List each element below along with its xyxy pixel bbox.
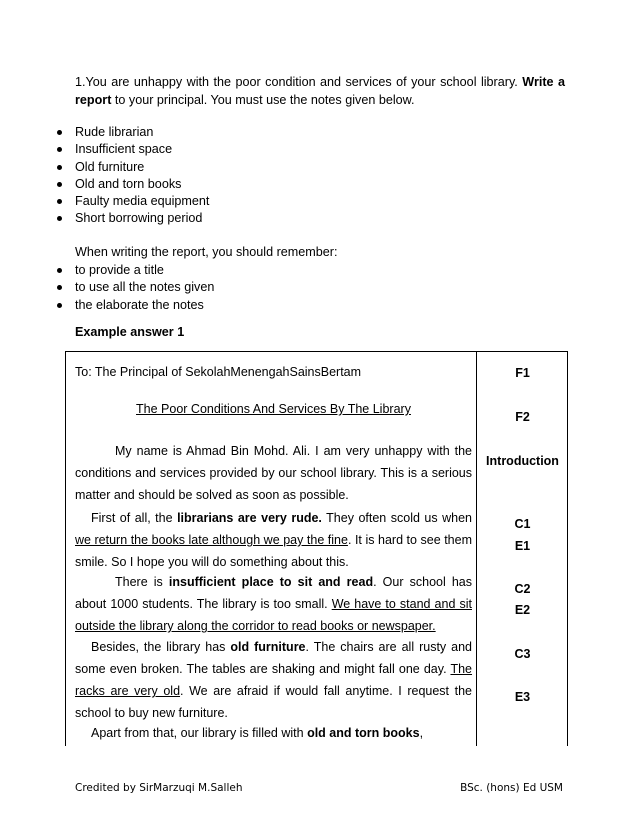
code-c1: C1 <box>514 517 531 531</box>
list-item: Old and torn books <box>54 176 209 193</box>
text-run: . We are afraid if would fall anytime. I request the school to buy new furniture. <box>75 684 473 720</box>
task-intro: 1.You are unhappy with the poor condition and services of your school library. <box>75 75 518 89</box>
elaboration: The racks are very old <box>75 662 473 698</box>
task-statement <box>75 73 565 109</box>
letter-paragraph-2 <box>75 507 472 573</box>
task-bold: Write a report <box>75 75 566 107</box>
code-introduction: Introduction <box>486 454 559 468</box>
text-run: . Our school has about 1000 students. The library is too small. <box>75 575 473 611</box>
keyword: librarians are very rude. <box>177 511 322 525</box>
elaboration: we return the books late although we pay the fine <box>75 533 348 547</box>
footer-degree: BSc. (hons) Ed USM <box>460 782 563 794</box>
keyword: old furniture <box>230 640 306 654</box>
example-label: Example answer 1 <box>75 325 185 339</box>
list-item: Faulty media equipment <box>54 193 209 210</box>
code-e2: E2 <box>514 603 531 617</box>
list-item: Insufficient space <box>54 141 209 158</box>
code-f1: F1 <box>515 366 530 380</box>
text-run: Apart from that, our library is filled with <box>91 726 304 740</box>
remember-label: When writing the report, you should remember: <box>75 245 338 259</box>
code-e1: E1 <box>514 539 531 553</box>
text-run: , <box>419 726 424 740</box>
text-run: First of all, the <box>91 511 173 525</box>
text-run: . It is hard to see them smile. So I hope you will do something about this. <box>75 533 472 569</box>
text-run: Besides, the library has <box>91 640 226 654</box>
list-item: the elaborate the notes <box>54 297 214 314</box>
remember-list <box>54 262 214 314</box>
list-item: to use all the notes given <box>54 279 214 296</box>
letter-title: The Poor Conditions And Services By The Library <box>136 402 411 416</box>
text-run: . The chairs are all rusty and some even broken. The tables are shaking and might fall one day. <box>75 640 472 676</box>
footer-credit: Credited by SirMarzuqi M.Salleh <box>75 782 243 794</box>
text-run: They often scold us when <box>326 511 473 525</box>
letter-paragraph-4 <box>75 636 472 724</box>
keyword: insufficient place to sit and read <box>168 575 374 589</box>
letter-paragraph-1: My name is Ahmad Bin Mohd. Ali. I am very unhappy with the conditions and services provided by our school library. This is a serious matter and should be solved as soon as possible. <box>75 444 472 502</box>
code-f2: F2 <box>515 410 530 424</box>
letter-to: To: The Principal of SekolahMenengahSainsBertam <box>75 365 362 379</box>
code-c3: C3 <box>514 647 531 661</box>
list-item: Rude librarian <box>54 124 209 141</box>
notes-list <box>54 124 209 228</box>
list-item: Old furniture <box>54 159 209 176</box>
text-run: There is <box>115 575 163 589</box>
list-item: to provide a title <box>54 262 214 279</box>
keyword: old and torn books <box>307 726 420 740</box>
task-rest: to your principal. You must use the notes given below. <box>114 93 415 107</box>
list-item: Short borrowing period <box>54 210 209 227</box>
code-e3: E3 <box>514 690 531 704</box>
letter-paragraph-5 <box>75 722 472 744</box>
elaboration: We have to stand and sit outside the library along the corridor to read books or newspaper. <box>75 597 472 633</box>
code-c2: C2 <box>514 582 531 596</box>
letter-paragraph-3 <box>75 571 472 637</box>
